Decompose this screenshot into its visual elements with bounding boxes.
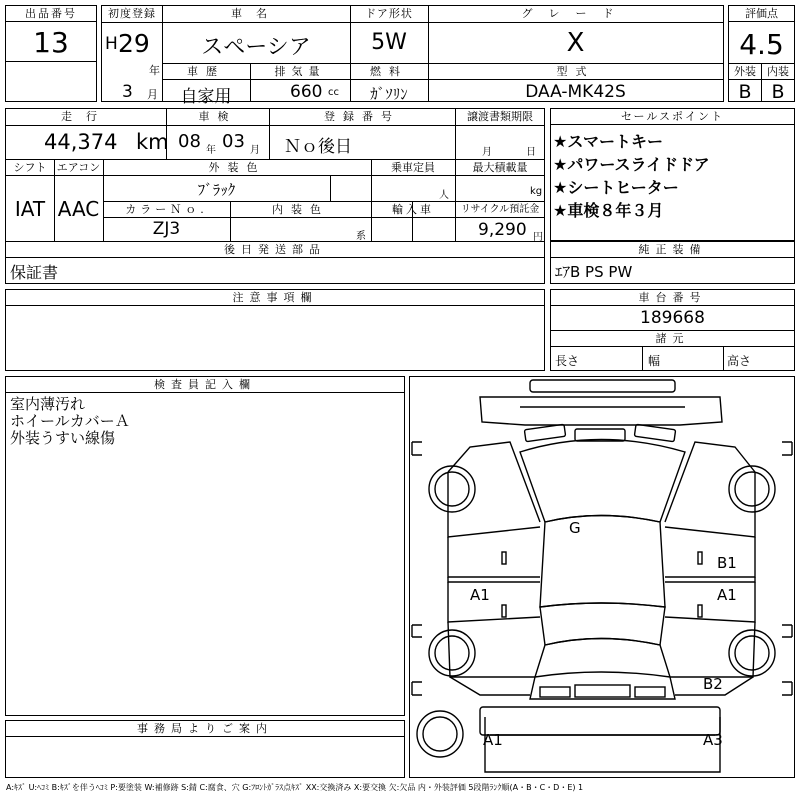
model-label: 型式 <box>556 65 595 78</box>
sales-point-2: ★パワースライドドア <box>553 155 710 174</box>
inspector-note-2: ホイールカバーＡ <box>10 412 130 430</box>
damage-diagram <box>409 376 795 778</box>
inspector-note-3: 外装うすい線傷 <box>10 429 116 447</box>
sales-point-3: ★シートヒーター <box>553 178 679 197</box>
vehicle-info-mid <box>5 108 545 284</box>
equipment-label: 純正装備 <box>551 242 794 258</box>
lot-label: 出品番号 <box>6 6 96 22</box>
ac-value: AAC <box>57 197 100 221</box>
recycle-label: リサイクル預託金 <box>460 204 540 215</box>
parts-value: 保証書 <box>10 263 59 282</box>
mark-g: G <box>569 519 581 537</box>
office-box <box>5 720 405 778</box>
specs-label: 諸元 <box>655 332 690 345</box>
inspection-year-unit: 年 <box>206 145 216 156</box>
transfer-month-unit: 月 <box>482 147 492 158</box>
lot-number: 13 <box>33 26 69 59</box>
spec-height-label: 高さ <box>727 354 752 368</box>
parts-label: 後日発送部品 <box>224 243 326 256</box>
exterior-color-value: ﾌﾞﾗｯｸ <box>197 181 236 199</box>
chassis-label: 車台番号 <box>551 290 794 306</box>
color-no-value: ZJ3 <box>152 219 181 239</box>
equipment-box <box>550 241 795 284</box>
notes-box <box>5 289 545 371</box>
chassis-box <box>550 289 795 371</box>
score-box <box>728 5 795 102</box>
door-label: ドア形状 <box>365 7 413 20</box>
mileage-label: 走行 <box>61 110 111 123</box>
mileage-unit: km <box>136 130 169 154</box>
interior-color-unit: 系 <box>356 231 366 242</box>
first-reg-month-unit: 月 <box>147 88 158 101</box>
capacity-label: 乗車定員 <box>391 161 435 174</box>
mark-a1-left: A1 <box>470 586 490 604</box>
door-type: 5W <box>371 30 407 55</box>
inspection-year: 08 <box>178 131 201 152</box>
mark-b1: B1 <box>717 554 737 572</box>
first-reg-month: 3 <box>122 82 133 102</box>
ac-label: エアコン <box>56 161 101 174</box>
reg-no-label: 登録番号 <box>324 110 400 123</box>
model-code: DAA-MK42S <box>525 82 626 102</box>
shift-value: IAT <box>14 197 46 221</box>
interior-color-label: 内装色 <box>272 203 329 216</box>
inspection-label: 車検 <box>198 110 237 123</box>
inspection-month: 03 <box>222 131 245 152</box>
inspection-month-unit: 月 <box>250 145 260 156</box>
spec-width-label: 幅 <box>648 354 661 368</box>
inspector-box <box>5 376 405 716</box>
ext-score: B <box>738 81 752 103</box>
int-score-label: 内装 <box>767 65 789 78</box>
fuel-value: ｶﾞｿﾘﾝ <box>370 85 408 103</box>
capacity-unit: 人 <box>439 190 449 201</box>
inspector-note-1: 室内薄汚れ <box>10 395 86 413</box>
lot-box <box>5 5 97 102</box>
recycle-unit: 円 <box>533 232 543 243</box>
import-label: 輸入車 <box>392 203 434 216</box>
reg-no-value: Ｎｏ後日 <box>284 137 352 157</box>
displacement-value: 660 <box>290 82 323 102</box>
notes-label: 注意事項欄 <box>6 290 544 306</box>
sales-point-1: ★スマートキー <box>553 132 664 151</box>
recycle-value: 9,290 <box>478 220 527 240</box>
displacement-unit: cc <box>328 87 339 98</box>
car-name-label: 車名 <box>231 7 281 20</box>
max-load-label: 最大積載量 <box>472 161 528 174</box>
score-label: 評価点 <box>729 6 794 22</box>
car-outline-diagram <box>410 377 794 777</box>
displacement-label: 排気量 <box>274 65 326 78</box>
mark-a3: A3 <box>703 731 723 749</box>
grade-label: グレード <box>521 7 630 20</box>
transfer-label: 譲渡書類期限 <box>467 110 533 123</box>
legend-text: A:ｷｽﾞ U:ﾍｺﾐ B:ｷｽﾞを伴うﾍｺﾐ P:要塗装 W:補修跡 S:錆 C:腐食、穴 G:ﾌﾛﾝﾄｶﾞﾗｽ点ｷｽﾞ XX:交換済み X:要交換 欠:欠品 内・外装評価 5段階ﾗﾝｸ順(A・B・C・D・E) 1 <box>6 783 584 792</box>
car-name: スペーシア <box>201 35 311 60</box>
first-reg-era: H <box>105 34 118 54</box>
color-no-label: カラーＮｏ. <box>125 203 208 216</box>
first-reg-year: 29 <box>118 29 150 58</box>
ext-score-label: 外装 <box>734 65 756 78</box>
chassis-number: 189668 <box>640 308 705 328</box>
sales-points-label: セールスポイント <box>551 109 794 125</box>
grade-value: X <box>566 28 585 58</box>
mark-a1-right: A1 <box>717 586 737 604</box>
sales-point-4: ★車検８年３月 <box>553 201 664 220</box>
shift-label: シフト <box>13 161 47 174</box>
max-load-unit: kg <box>530 186 543 197</box>
exterior-color-label: 外装色 <box>208 161 266 174</box>
equipment-value: ｴｱB PS PW <box>555 263 633 281</box>
sales-points-box <box>550 108 795 241</box>
spec-length-label: 長さ <box>555 354 580 368</box>
vehicle-info-top <box>101 5 724 107</box>
first-reg-label: 初度登録 <box>108 7 156 20</box>
mark-b2: B2 <box>703 675 723 693</box>
office-label: 事務局よりご案内 <box>6 721 404 737</box>
first-reg-year-unit: 年 <box>149 64 160 77</box>
fuel-label: 燃料 <box>370 65 408 78</box>
history-label: 車歴 <box>187 65 225 78</box>
inspector-label: 検査員記入欄 <box>6 377 404 393</box>
score-value: 4.5 <box>739 28 784 61</box>
transfer-day-unit: 日 <box>526 147 536 158</box>
mileage-value: 44,374 <box>44 130 118 154</box>
mark-a1-bottom: A1 <box>483 731 503 749</box>
history-value: 自家用 <box>180 87 232 107</box>
int-score: B <box>771 81 785 103</box>
